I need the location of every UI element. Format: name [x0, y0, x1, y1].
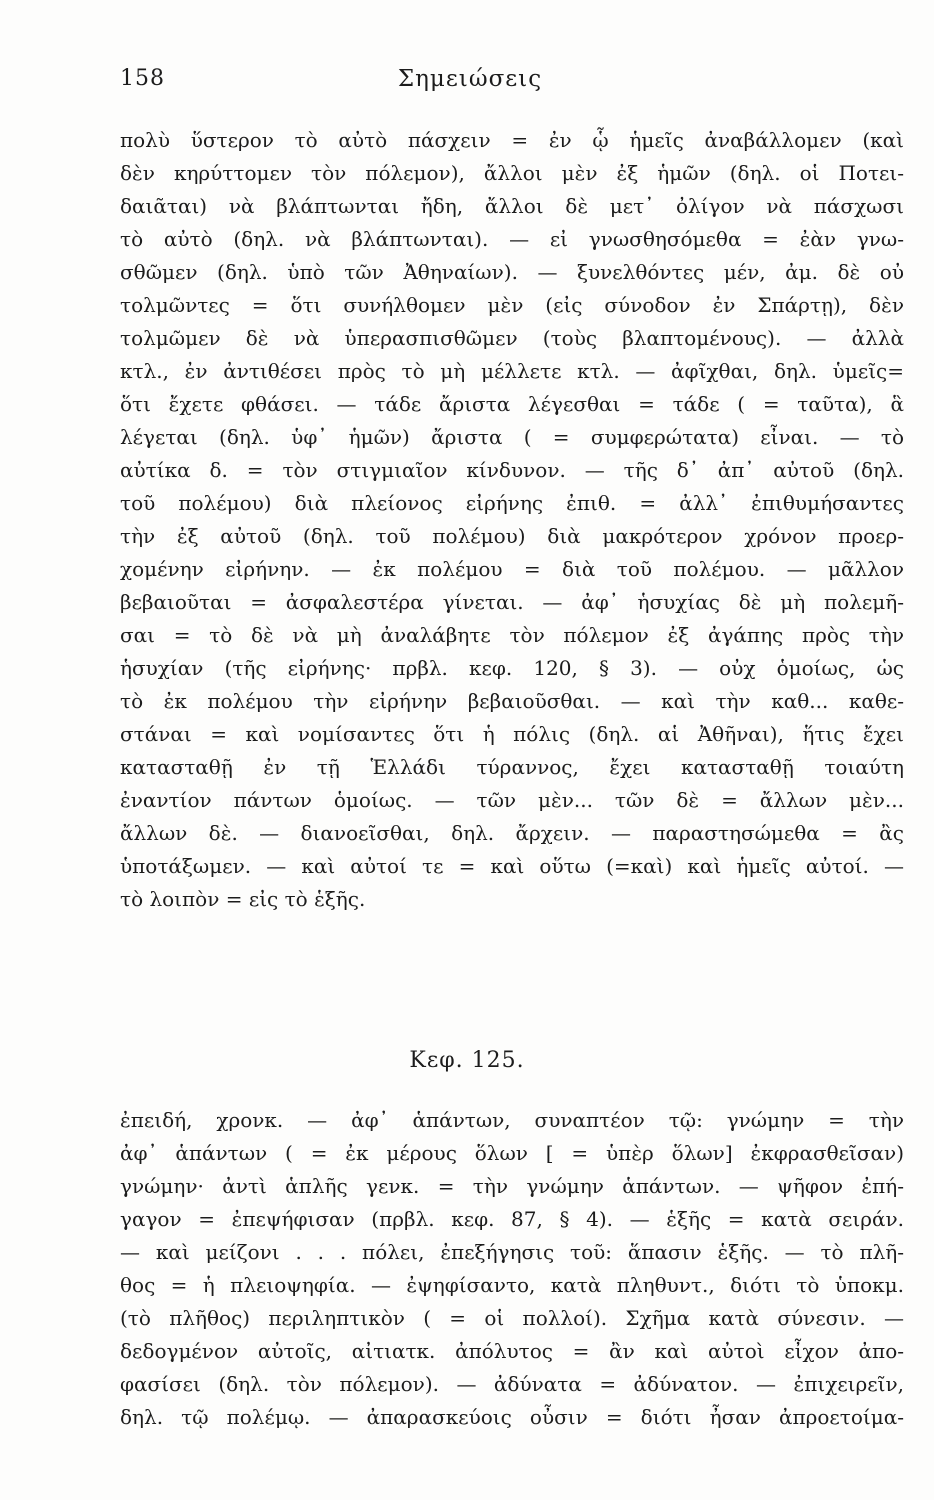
- text-line: — καὶ μείζονι . . . πόλει, ἐπεξήγησις τοῦ: ἅπασιν ἑξῆς. — τὸ πλῆ-: [120, 1240, 904, 1264]
- text-line: δεδογμένον αὐτοῖς, αἰτιατκ. ἀπόλυτος = ἂν καὶ αὐτοὶ εἶχον ἀπο-: [120, 1339, 904, 1363]
- text-line: στάναι = καὶ νομίσαντες ὅτι ἡ πόλις (δηλ. αἱ Ἀθῆναι), ἥτις ἔχει: [120, 722, 904, 746]
- text-line: δηλ. τῷ πολέμῳ. — ἀπαρασκεύοις οὖσιν = διότι ἦσαν ἀπροετοίμα-: [120, 1405, 904, 1429]
- text-line: τοῦ πολέμου) διὰ πλείονος εἰρήνης ἐπιθ. = ἀλλ᾽ ἐπιθυμήσαντες: [120, 491, 904, 515]
- text-line: σθῶμεν (δηλ. ὑπὸ τῶν Ἀθηναίων). — ξυνελθόντες μέν, ἀμ. δὲ οὐ: [120, 260, 904, 284]
- text-line: ἡσυχίαν (τῆς εἰρήνης· πρβλ. κεφ. 120, § 3). — οὐχ ὁμοίως, ὡς: [120, 656, 904, 680]
- commentary-block-ch124: [120, 124, 904, 916]
- text-line: δὲν κηρύττομεν τὸν πόλεμον), ἄλλοι μὲν ἐξ ἡμῶν (δηλ. οἱ Ποτει-: [120, 161, 904, 185]
- text-line: πολὺ ὕστερον τὸ αὐτὸ πάσχειν = ἐν ᾧ ἡμεῖς ἀναβάλλομεν (καὶ: [120, 128, 904, 152]
- text-line: φασίσει (δηλ. τὸν πόλεμον). — ἀδύνατα = ἀδύνατον. — ἐπιχειρεῖν,: [120, 1372, 904, 1396]
- text-line: ὑποτάξωμεν. — καὶ αὐτοί τε = καὶ οὕτω (=καὶ) καὶ ἡμεῖς αὐτοί. —: [120, 854, 904, 878]
- page-number: 158: [120, 66, 165, 91]
- text-line: κτλ., ἐν ἀντιθέσει πρὸς τὸ μὴ μέλλετε κτλ. — ἀφῖχθαι, δηλ. ὑμεῖς=: [120, 359, 904, 383]
- text-line: ἀφ᾽ ἁπάντων ( = ἐκ μέρους ὅλων [ = ὑπὲρ ὅλων] ἐκφρασθεῖσαν): [120, 1141, 904, 1165]
- text-line: τὸ αὐτὸ (δηλ. νὰ βλάπτωνται). — εἰ γνωσθησόμεθα = ἐὰν γνω-: [120, 227, 904, 251]
- text-line: τὸ ἐκ πολέμου τὴν εἰρήνην βεβαιοῦσθαι. — καὶ τὴν καθ... καθε-: [120, 689, 904, 713]
- chapter-heading: Κεφ. 125.: [409, 1048, 525, 1073]
- text-line: χομένην εἰρήνην. — ἐκ πολέμου = διὰ τοῦ πολέμου. — μᾶλλον: [120, 557, 904, 581]
- text-line: γαγον = ἐπεψήφισαν (πρβλ. κεφ. 87, § 4). — ἑξῆς = κατὰ σειράν.: [120, 1207, 904, 1231]
- page-header: [120, 66, 820, 100]
- text-line: αὐτίκα δ. = τὸν στιγμιαῖον κίνδυνον. — τῆς δ᾽ ἀπ᾽ αὐτοῦ (δηλ.: [120, 458, 904, 482]
- text-line: (τὸ πλῆθος) περιληπτικὸν ( = οἱ πολλοί). Σχῆμα κατὰ σύνεσιν. —: [120, 1306, 904, 1330]
- running-title: Σημειώσεις: [397, 66, 543, 92]
- text-line: ἐναντίον πάντων ὁμοίως. — τῶν μὲν... τῶν δὲ = ἄλλων μὲν...: [120, 788, 904, 812]
- text-line: δαιᾶται) νὰ βλάπτωνται ἤδη, ἄλλοι δὲ μετ᾽ ὀλίγον νὰ πάσχωσι: [120, 194, 904, 218]
- text-line-last: τὸ λοιπὸν = εἰς τὸ ἑξῆς.: [120, 887, 366, 911]
- text-line: ἄλλων δὲ. — διανοεῖσθαι, δηλ. ἄρχειν. — παραστησώμεθα = ἂς: [120, 821, 904, 845]
- text-line: τὴν ἐξ αὐτοῦ (δηλ. τοῦ πολέμου) διὰ μακρότερον χρόνον προερ-: [120, 524, 904, 548]
- text-line: βεβαιοῦται = ἀσφαλεστέρα γίνεται. — ἀφ᾽ ἡσυχίας δὲ μὴ πολεμῆ-: [120, 590, 904, 614]
- text-line: ἐπειδή, χρονκ. — ἀφ᾽ ἁπάντων, συναπτέον τῷ: γνώμην = τὴν: [120, 1108, 904, 1132]
- text-line: σαι = τὸ δὲ νὰ μὴ ἀναλάβητε τὸν πόλεμον ἐξ ἀγάπης πρὸς τὴν: [120, 623, 904, 647]
- text-line: κατασταθῇ ἐν τῇ Ἑλλάδι τύραννος, ἔχει κατασταθῇ τοιαύτη: [120, 755, 904, 779]
- text-line: τολμῶντες = ὅτι συνήλθομεν μὲν (εἰς σύνοδον ἐν Σπάρτῃ), δὲν: [120, 293, 904, 317]
- text-line: θος = ἡ πλειοψηφία. — ἐψηφίσαντο, κατὰ πληθυντ., διότι τὸ ὑποκμ.: [120, 1273, 904, 1297]
- commentary-block-ch125: [120, 1104, 904, 1434]
- text-line: ὅτι ἔχετε φθάσει. — τάδε ἄριστα λέγεσθαι = τάδε ( = ταῦτα), ἃ: [120, 392, 904, 416]
- text-line: τολμῶμεν δὲ νὰ ὑπερασπισθῶμεν (τοὺς βλαπτομένους). — ἀλλὰ: [120, 326, 904, 350]
- text-line: λέγεται (δηλ. ὑφ᾽ ἡμῶν) ἄριστα ( = συμφερώτατα) εἶναι. — τὸ: [120, 425, 904, 449]
- text-line: γνώμην· ἀντὶ ἁπλῆς γενκ. = τὴν γνώμην ἁπάντων. — ψῆφον ἐπή-: [120, 1174, 904, 1198]
